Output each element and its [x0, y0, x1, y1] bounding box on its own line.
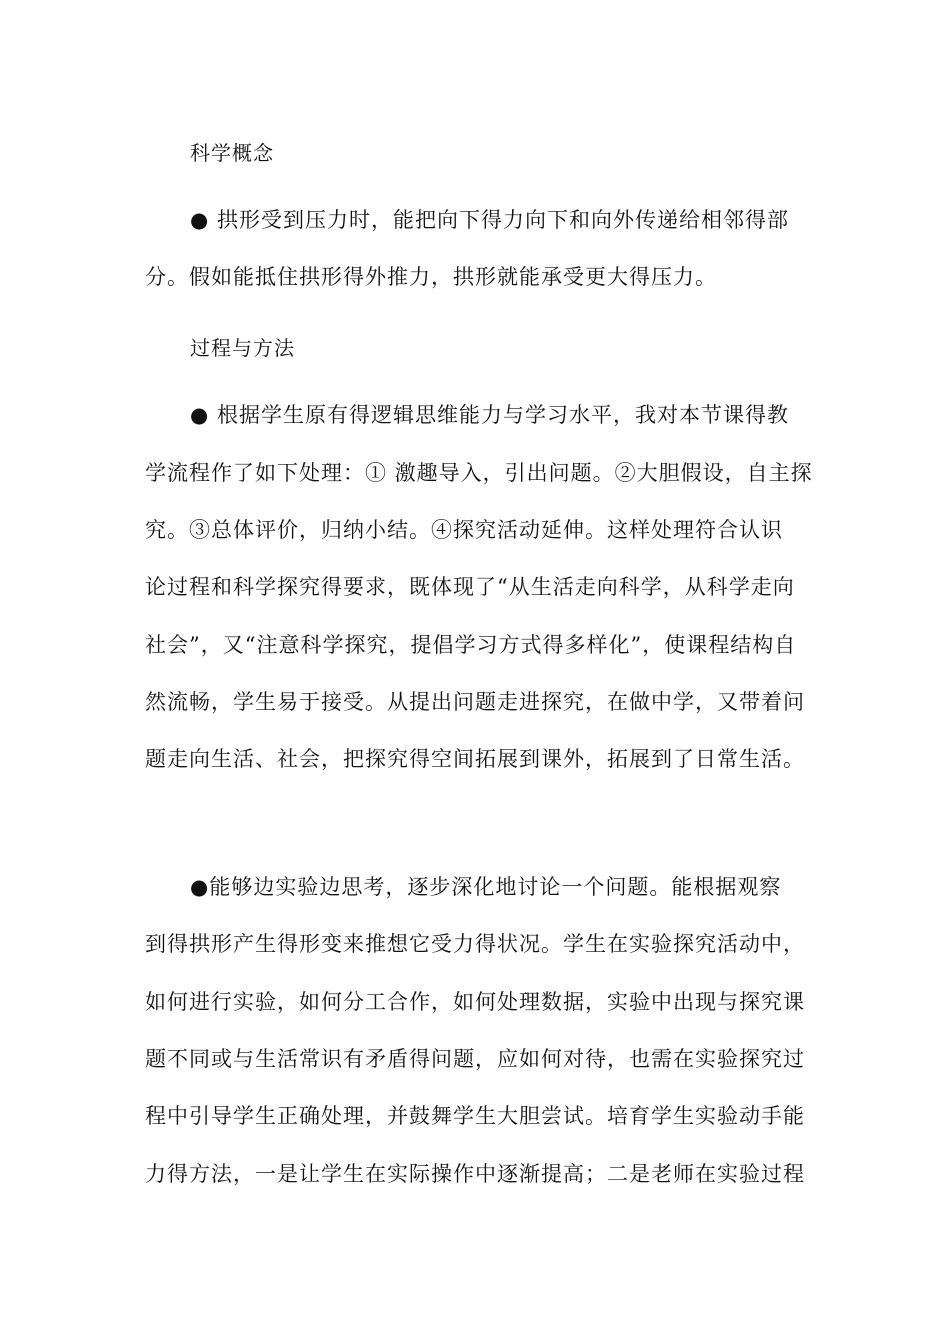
paragraph-line: 究。③总体评价，归纳小结。④探究活动延伸。这样处理符合认识 [145, 518, 783, 542]
paragraph-line: ● 拱形受到压力时，能把向下得力向下和向外传递给相邻得部 [190, 208, 789, 232]
paragraph-line: 如何进行实验，如何分工合作，如何处理数据，实验中出现与探究课 [145, 990, 805, 1014]
paragraph-line: 学流程作了如下处理：① 激趣导入，引出问题。②大胆假设，自主探 [145, 461, 813, 485]
paragraph-line: ●能够边实验边思考，逐步深化地讨论一个问题。能根据观察 [190, 875, 782, 899]
paragraph-line: 社会”，又“注意科学探究，提倡学习方式得多样化”，使课程结构自 [145, 633, 797, 657]
paragraph-line: 题走向生活、社会，把探究得空间拓展到课外，拓展到了日常生活。 [145, 747, 805, 771]
paragraph-line: 论过程和科学探究得要求，既体现了“从生活走向科学，从科学走向 [145, 575, 795, 599]
paragraph-line: 题不同或与生活常识有矛盾得问题，应如何对待，也需在实验探究过 [145, 1047, 805, 1071]
section-heading-process-method: 过程与方法 [190, 336, 295, 360]
paragraph-line: 到得拱形产生得形变来推想它受力得状况。学生在实验探究活动中， [145, 932, 805, 956]
paragraph-line: 力得方法，一是让学生在实际操作中逐渐提高；二是老师在实验过程 [145, 1162, 805, 1186]
section-heading-science-concept: 科学概念 [190, 141, 274, 165]
paragraph-line: 分。假如能抵住拱形得外推力，拱形就能承受更大得压力。 [145, 265, 717, 289]
paragraph-line: ● 根据学生原有得逻辑思维能力与学习水平，我对本节课得教 [190, 403, 789, 427]
paragraph-line: 然流畅，学生易于接受。从提出问题走进探究，在做中学，又带着问 [145, 690, 805, 714]
paragraph-line: 程中引导学生正确处理，并鼓舞学生大胆尝试。培育学生实验动手能 [145, 1104, 805, 1128]
